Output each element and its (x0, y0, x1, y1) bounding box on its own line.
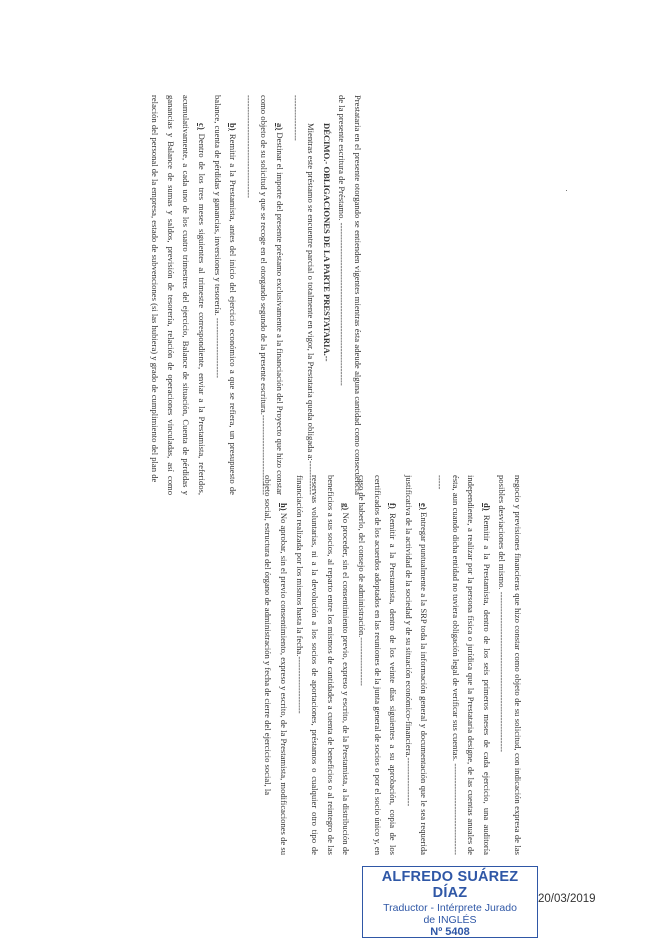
clause-f: f) Remitir a la Prestamista, dentro de los veinte días siguientes a su aprobación, copia de los certificados de los acuerdos adoptados en las reuniones de la junta general de socios o por el socio único y, en caso de haberlo, del consejo de administración.----------------- (357, 475, 399, 855)
stamp-name: ALFREDO SUÁREZ DÍAZ (381, 869, 519, 901)
clause-d: d) Remitir a la Prestamista, dentro de los seis primeros meses de cada ejercicio, una auditoría independiente, a realizar por la persona física o jurídica que la Prestataria designe, de las cuentas anuales de ésta, aun cuando dicha entidad no tuviera obligación legal de verificar sus cuentas. ------------------------------------- (435, 475, 492, 855)
clause-b: b) Remitir a la Prestamista, antes del inicio del ejercicio económico a que se refiera, un presupuesto de balance, cuenta de pérdidas y ganancias, inversiones y tesorería. --------------------- (212, 95, 239, 495)
paragraph-intro: Prestataria en el presente otorgando se entienden vigentes mientras ésta adeude alguna cantidad como consecuencia de la presente escritura de Préstamo. --------------------------------------------------------- (337, 95, 363, 495)
paragraph-obligations-intro: Mientras este préstamo se encuentre parcial o totalmente en vigor, la Prestataria queda obligada a:---------------------------- (290, 95, 317, 495)
left-text-column (5, 95, 365, 495)
clause-h: h) No aprobar, sin el previo consentimiento, expreso y escrito, de la Prestamista, modificaciones de su objeto social, estructura del órgano de administración y fecha de cierre del ejercicio social, la (263, 475, 290, 855)
date-stamp: 20/03/2019 (538, 893, 596, 905)
clause-c: c) Dentro de los tres meses siguientes al trimestre correspondiente, enviar a la Prestamista, referidos, acumulativamente, a cada uno de los cuatro trimestres del ejercicio, Balance de situación, Cuenta de pérdidas y ganancias y Balance de sumas y saldos, previsión de tesorería, relación de operaciones vinculadas, así como relación del personal de la empresa, estado de subvenciones (si las hubiera) y grado de cumplimiento del plan de (150, 95, 208, 495)
stamp-language: de INGLÉS (423, 914, 477, 926)
clause-g: g) No proceder, sin el consentimiento previo, expreso y escrito, de la Prestamista, a la distribución de beneficios a sus socios, al reparto entre los mismos de cantidades a cuenta de beneficios o al reintegro de las reservas voluntarias, ni a la devolución a los socios de aportaciones, préstamos o cualquier otro tipo de financiación realizada por los mismos hasta la fecha.-------------------- (294, 475, 352, 855)
stamp-role: Traductor - Intérprete Jurado (383, 902, 517, 914)
paragraph-continuation: negocio y previsiones financieras que hizo constar como objeto de su solicitud, con indicación expresa de las posibles desviaciones del mismo. -------------------------------------------------------- (497, 475, 523, 855)
section-heading: DÉCIMO.- OBLIGACIONES DE LA PARTE PRESTATARIA.-- (321, 123, 332, 362)
translator-stamp (362, 866, 538, 938)
scan-speck (566, 190, 567, 191)
clause-e: e) Entregar puntualmente a la SRP toda la información general y documentación que le sea requerida justificativa de la actividad de la sociedad y de su situación económico-financiera.----------------- (403, 475, 430, 855)
clause-a: a) Destinar el importe del presente préstamo exclusivamente a la financiación del Proyecto que hizo constar como objeto de su solicitud y que se recoge en el otorgando segundo de la presente escritura.---------------------------------------------------------------- (243, 95, 286, 495)
right-text-column (155, 475, 525, 855)
stamp-number: Nº 5408 (430, 926, 470, 938)
